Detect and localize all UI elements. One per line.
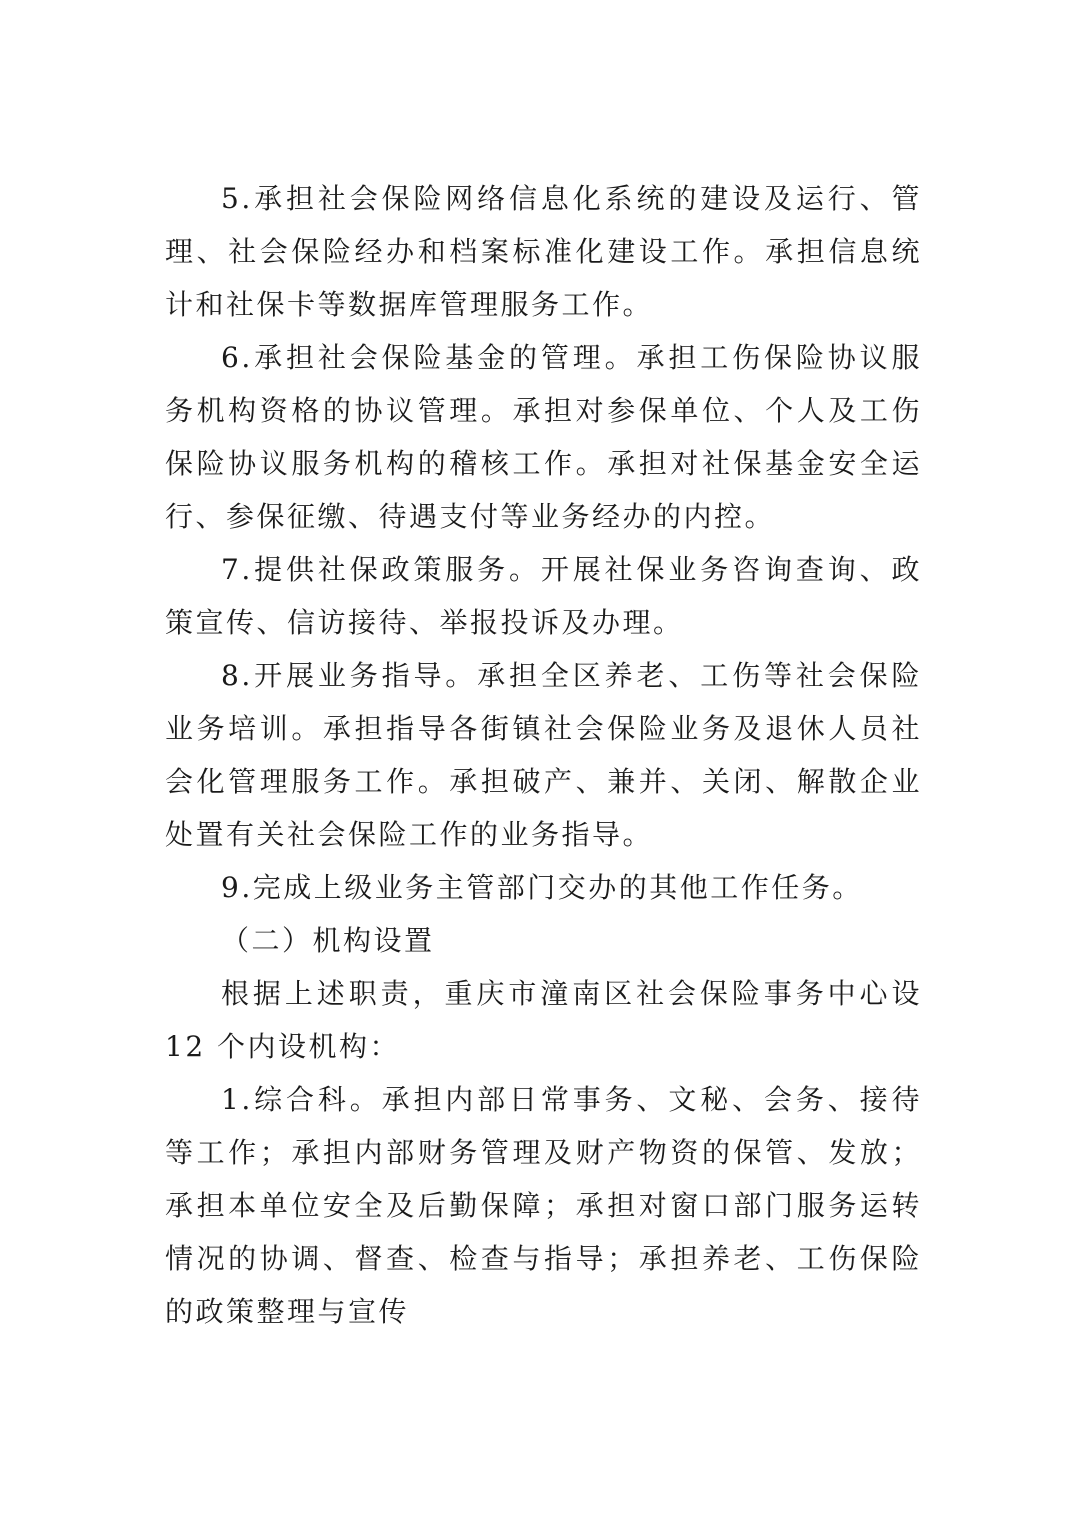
paragraph-item-5: 5.承担社会保险网络信息化系统的建设及运行、管理、社会保险经办和档案标准化建设工作。承担信息统计和社保卡等数据库管理服务工作。 [165, 182, 922, 321]
paragraph-item-7: 7.提供社保政策服务。开展社保业务咨询查询、政策宣传、信访接待、举报投诉及办理。 [165, 553, 922, 639]
paragraph-intro: 根据上述职责，重庆市潼南区社会保险事务中心设 12 个内设机构： [165, 977, 922, 1063]
paragraph-item-8: 8.开展业务指导。承担全区养老、工伤等社会保险业务培训。承担指导各街镇社会保险业务及退休人员社会化管理服务工作。承担破产、兼并、关闭、解散企业处置有关社会保险工作的业务指导。 [165, 659, 922, 851]
section-heading: （二）机构设置 [221, 924, 435, 957]
document-body [165, 172, 922, 1338]
paragraph-item-9: 9.完成上级业务主管部门交办的其他工作任务。 [221, 871, 863, 904]
paragraph-item-1: 1.综合科。承担内部日常事务、文秘、会务、接待等工作；承担内部财务管理及财产物资的保管、发放；承担本单位安全及后勤保障；承担对窗口部门服务运转情况的协调、督查、检查与指导；承担养老、工伤保险的政策整理与宣传 [165, 1083, 922, 1328]
paragraph-item-6: 6.承担社会保险基金的管理。承担工伤保险协议服务机构资格的协议管理。承担对参保单位、个人及工伤保险协议服务机构的稽核工作。承担对社保基金安全运行、参保征缴、待遇支付等业务经办的内控。 [165, 341, 922, 533]
